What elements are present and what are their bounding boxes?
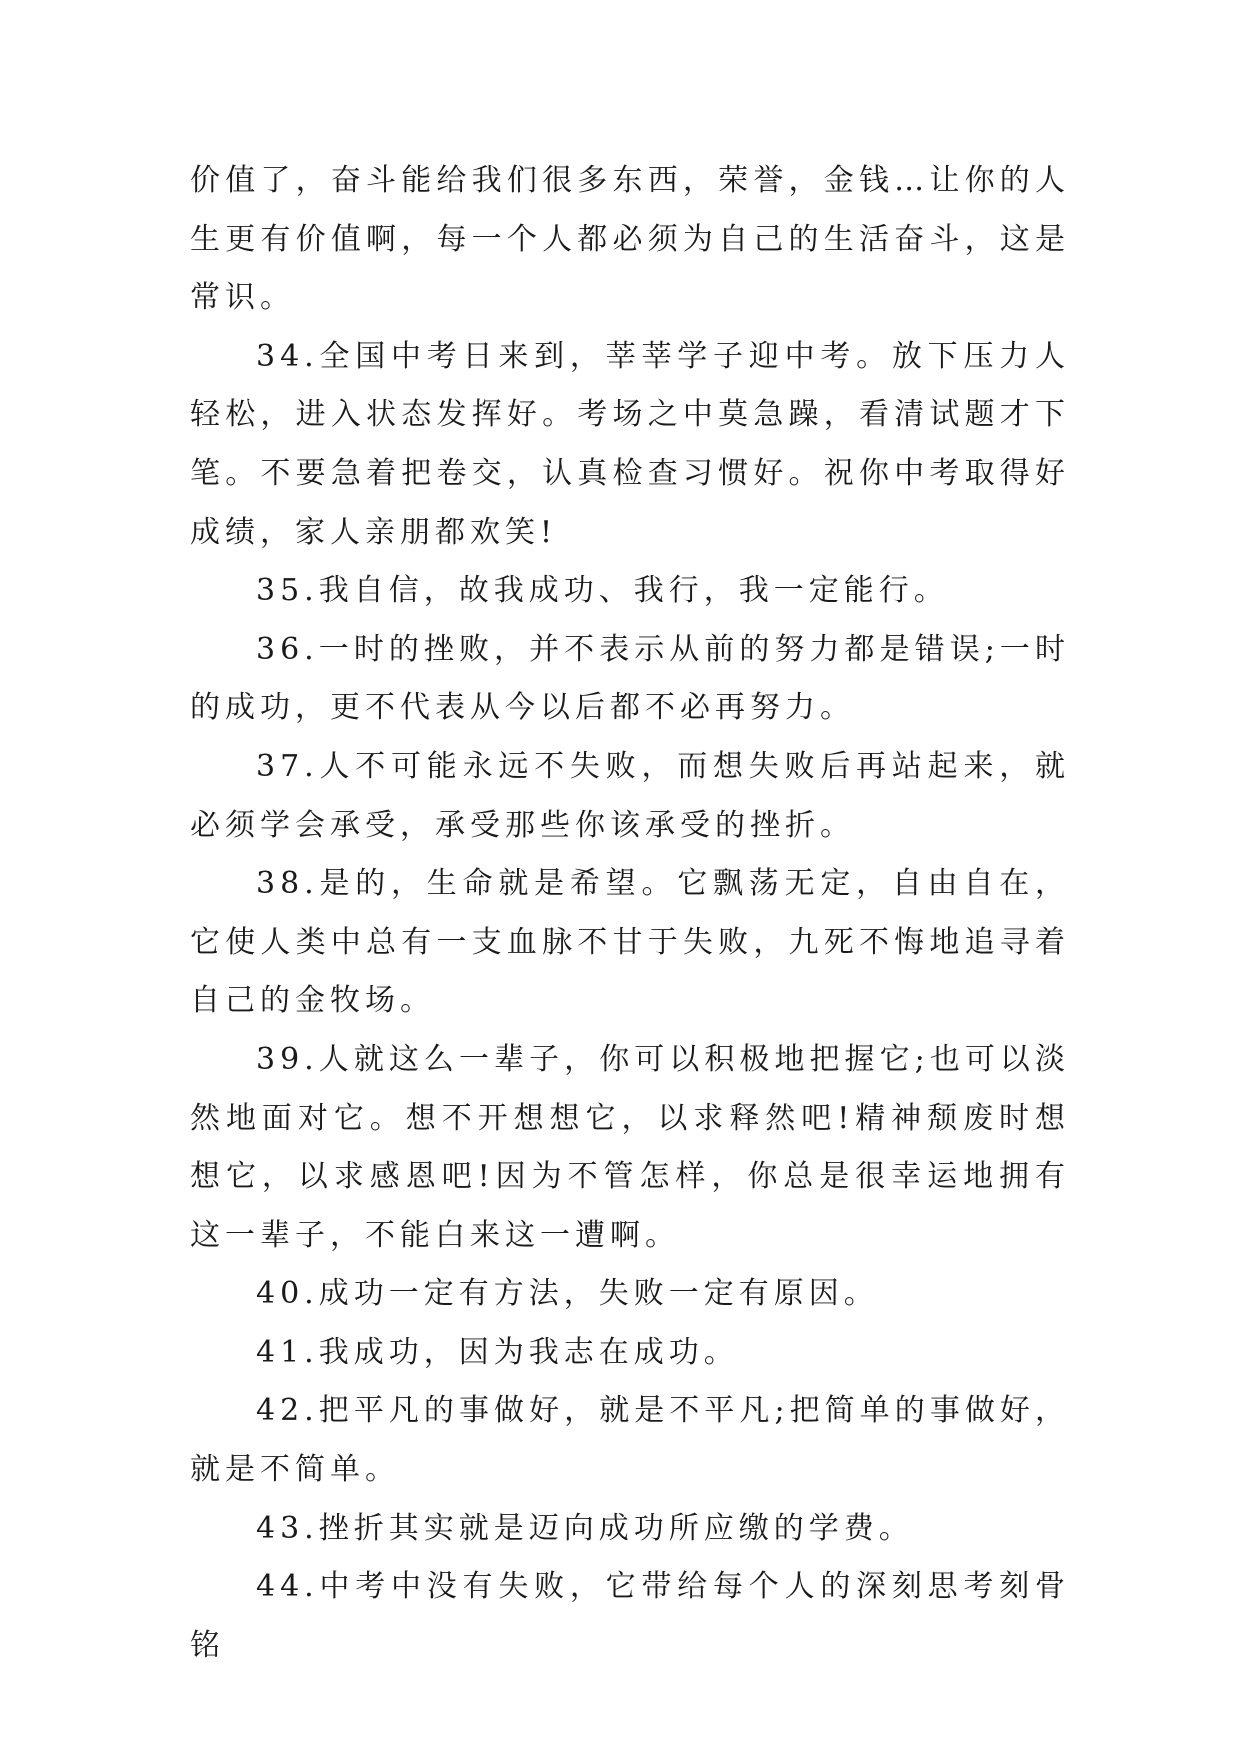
- paragraph-item-41: 41.我成功，因为我志在成功。: [256, 1334, 739, 1370]
- paragraph-item-35: 35.我自信，故我成功、我行，我一定能行。: [256, 573, 949, 609]
- paragraph-item-39: 39.人就这么一辈子，你可以积极地把握它;也可以淡然地面对它。想不开想想它，以求释然吧!精神颓废时想想它，以求感恩吧!因为不管怎样，你总是很幸运地拥有这一辈子，不能白来这一遭啊。: [190, 1041, 1070, 1253]
- paragraph-item-43: 43.挫折其实就是迈向成功所应缴的学费。: [256, 1510, 914, 1546]
- paragraph-item-44: 44.中考中没有失败，它带给每个人的深刻思考刻骨铭: [190, 1569, 1070, 1663]
- paragraph-item-42: 42.把平凡的事做好，就是不平凡;把简单的事做好，就是不简单。: [190, 1393, 1070, 1488]
- paragraph-item-40: 40.成功一定有方法，失败一定有原因。: [256, 1276, 879, 1312]
- paragraph-item-34: 34.全国中考日来到，莘莘学子迎中考。放下压力人轻松，进入状态发挥好。考场之中莫急躁，看清试题才下笔。不要急着把卷交，认真检查习惯好。祝你中考取得好成绩，家人亲朋都欢笑!: [190, 338, 1070, 550]
- paragraph-item-38: 38.是的，生命就是希望。它飘荡无定，自由自在，它使人类中总有一支血脉不甘于失败，九死不悔地追寻着自己的金牧场。: [190, 866, 1070, 1019]
- paragraph-item-36: 36.一时的挫败，并不表示从前的努力都是错误;一时的成功，更不代表从今以后都不必再努力。: [190, 631, 1070, 726]
- document-body: [190, 152, 1070, 1675]
- paragraph-item-37: 37.人不可能永远不失败，而想失败后再站起来，就必须学会承受，承受那些你该承受的挫折。: [190, 748, 1070, 843]
- paragraph-continuation: 价值了，奋斗能给我们很多东西，荣誉，金钱…让你的人生更有价值啊，每一个人都必须为自己的生活奋斗，这是常识。: [190, 163, 1070, 316]
